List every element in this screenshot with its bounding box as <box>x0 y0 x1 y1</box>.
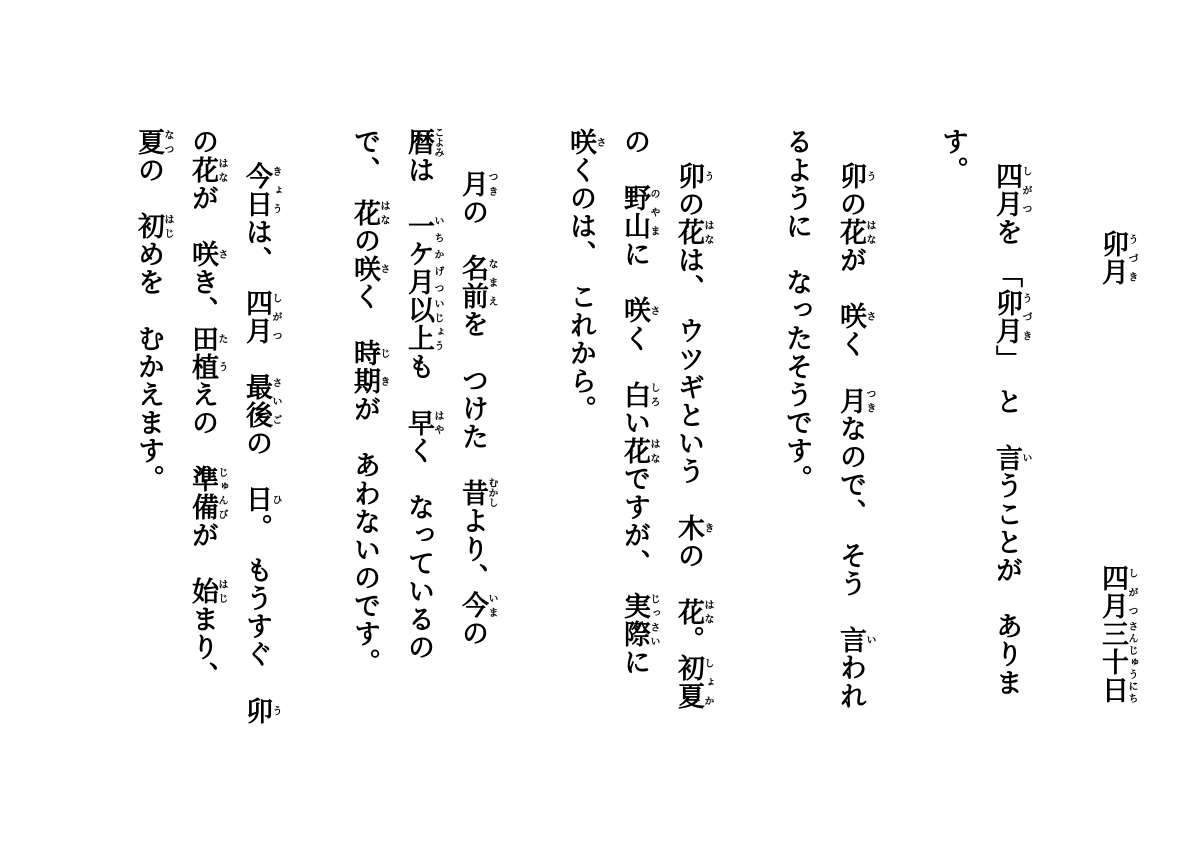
text-run: ですが、 <box>619 464 650 592</box>
text-run: 「 <box>991 274 1022 289</box>
text-run: は <box>403 156 434 213</box>
furigana: のやま <box>648 184 659 241</box>
text-run: の <box>349 226 380 255</box>
text-run: を つけた <box>457 310 488 479</box>
text-run: 卯 <box>673 161 704 191</box>
text-run: 四月 <box>991 161 1022 219</box>
ruby-word <box>133 212 173 241</box>
text-run: 。 <box>673 625 704 654</box>
text-run: 花 <box>673 218 704 247</box>
furigana: さ <box>648 296 659 325</box>
text-run: 時期 <box>349 339 380 396</box>
ruby-word <box>241 696 281 725</box>
ruby-word <box>349 254 389 283</box>
date-month <box>1097 563 1137 621</box>
text-run: で、 <box>349 127 380 199</box>
date-month-ruby: しがつ <box>1126 563 1137 621</box>
furigana: さ <box>216 240 227 269</box>
text-run: くのは、 これから。 <box>565 156 596 424</box>
text-run: の <box>133 156 164 213</box>
text-run: 咲 <box>565 127 596 157</box>
text-run: は、 <box>241 218 272 289</box>
text-run: が あわないのです。 <box>349 395 380 677</box>
text-run: 昔 <box>457 477 488 508</box>
text-run: 咲 <box>187 240 218 269</box>
furigana: う <box>702 161 713 191</box>
text-run: の <box>673 541 704 598</box>
text-run: 花 <box>835 218 866 247</box>
title-text: 卯月 <box>1097 229 1128 287</box>
furigana: つき <box>486 169 497 198</box>
text-run: 咲 <box>619 296 650 325</box>
text-run: 言 <box>835 625 866 654</box>
text-run: が <box>187 184 218 241</box>
text-run: るように なったそうです。 <box>781 127 812 493</box>
furigana: しろ <box>648 380 659 409</box>
text-run: 野山 <box>619 184 650 241</box>
ruby-word <box>565 127 605 157</box>
text-run: 四月 <box>241 288 272 346</box>
furigana: なつ <box>162 127 173 156</box>
furigana: しがつ <box>270 288 281 346</box>
furigana: いじょう <box>432 296 443 353</box>
furigana: むかし <box>486 477 497 508</box>
ruby-word <box>991 288 1031 346</box>
ruby-word <box>133 127 173 157</box>
text-run: 暦 <box>403 126 434 157</box>
furigana: はじ <box>162 212 173 241</box>
text-run: 」 と <box>991 345 1022 444</box>
text-run: 最後 <box>241 373 272 430</box>
text-run: く <box>619 324 650 381</box>
date <box>1072 522 1164 704</box>
furigana: う <box>270 696 281 725</box>
text-run: われ <box>835 653 866 711</box>
furigana: い <box>864 625 875 654</box>
furigana: しがつ <box>1020 161 1031 219</box>
text-run: 花 <box>619 436 650 465</box>
text-run: 卯 <box>835 161 866 191</box>
text-run: い <box>619 408 650 437</box>
ruby-word <box>835 386 875 415</box>
date-day-ruby: さんじゅうにち <box>1126 620 1137 705</box>
text-run: 花 <box>673 597 704 626</box>
furigana: う <box>864 161 875 191</box>
text-run: 実際 <box>619 591 650 649</box>
text-run: 早 <box>403 408 434 437</box>
text-run: より、 <box>457 506 488 592</box>
text-run: に <box>619 240 650 297</box>
paragraph-4-line-3 <box>108 86 200 493</box>
text-run: が <box>187 521 218 578</box>
furigana: はな <box>702 597 713 626</box>
text-run: す。 <box>937 127 968 185</box>
text-run: 月 <box>835 386 866 415</box>
text-run: の <box>457 619 488 648</box>
ruby-word <box>187 577 227 606</box>
furigana: うづき <box>1020 288 1031 346</box>
text-run: 花 <box>349 198 380 227</box>
furigana: き <box>702 513 713 542</box>
text-run: き、 <box>187 268 218 325</box>
ruby-word <box>835 302 875 331</box>
furigana: しょか <box>702 653 713 711</box>
paragraph-1-line-2 <box>912 86 993 184</box>
furigana: はな <box>378 198 389 227</box>
text-run: 田植 <box>187 324 218 381</box>
text-run: 。 もうすぐ <box>241 513 272 697</box>
furigana: つき <box>864 386 875 415</box>
paragraph-2-line-3 <box>540 86 632 423</box>
text-run: 言 <box>991 443 1022 472</box>
date-day-text: 三十日 <box>1097 620 1128 705</box>
text-run: の <box>187 127 218 157</box>
text-run: 準備 <box>187 464 218 522</box>
furigana: こよみ <box>432 126 443 157</box>
ruby-word <box>991 443 1031 472</box>
ruby-word <box>619 436 659 465</box>
furigana: ひ <box>270 485 281 514</box>
text-run: の <box>619 127 650 185</box>
furigana: じっさい <box>648 591 659 649</box>
text-run: うことが ありま <box>991 471 1022 697</box>
text-run: 以上 <box>403 296 434 353</box>
ruby-word <box>619 591 659 649</box>
text-run: く <box>349 282 380 340</box>
ruby-word <box>835 161 875 191</box>
text-run: めを むかえます。 <box>133 240 164 494</box>
furigana: はな <box>216 156 227 185</box>
ruby-word <box>349 198 389 227</box>
ruby-word <box>991 161 1031 219</box>
furigana: はな <box>864 218 875 247</box>
text-run: も <box>403 352 434 409</box>
paragraph-1-line-4 <box>756 86 837 493</box>
furigana: いま <box>486 591 497 620</box>
furigana: はな <box>702 218 713 247</box>
furigana: じき <box>378 339 389 396</box>
text-run: の <box>241 429 272 486</box>
text-run: を <box>991 218 1022 275</box>
text-run: 卯月 <box>991 288 1022 346</box>
text-run: 始 <box>187 577 218 606</box>
title-ruby: うづき <box>1126 229 1137 287</box>
text-run: 咲 <box>835 302 866 331</box>
text-run: 今 <box>457 591 488 620</box>
furigana: たう <box>216 324 227 381</box>
text-run: 名前 <box>457 254 488 311</box>
text-run: 今日 <box>241 161 272 219</box>
furigana: はじ <box>216 577 227 606</box>
text-run: 木 <box>673 513 704 542</box>
text-run: 月 <box>457 169 488 199</box>
text-run: は、 ウツギという <box>673 246 704 514</box>
text-run: 初夏 <box>673 653 704 711</box>
ruby-word <box>835 625 875 654</box>
furigana: い <box>1020 443 1031 472</box>
text-run: 卯 <box>241 696 272 725</box>
text-run: が <box>835 246 866 303</box>
title-word <box>1097 229 1137 287</box>
furigana: さいご <box>270 373 281 430</box>
text-run: 白 <box>619 380 650 409</box>
text-run: く なっているの <box>403 436 434 662</box>
text-run: に <box>619 648 650 677</box>
text-run: 日 <box>241 485 272 514</box>
furigana: さ <box>378 254 389 283</box>
furigana: きょう <box>270 161 281 219</box>
furigana: なまえ <box>486 254 497 311</box>
date-day <box>1097 620 1137 705</box>
paragraph-1-line-1 <box>966 120 1058 697</box>
furigana: さ <box>594 127 605 157</box>
text-run: 一ケ月 <box>403 212 434 297</box>
text-run: 花 <box>187 156 218 185</box>
furigana: はや <box>432 408 443 437</box>
text-run: の <box>835 190 866 219</box>
text-run: なので、 そう <box>835 414 866 626</box>
furigana: さ <box>864 302 875 331</box>
ruby-word <box>835 218 875 247</box>
paragraph-3-line-3 <box>324 86 416 676</box>
text-run: えの <box>187 380 218 465</box>
ruby-word <box>349 339 389 396</box>
text-run: まり、 <box>187 605 218 690</box>
text-run: 咲 <box>349 254 380 283</box>
text-run: の <box>457 198 488 255</box>
page-title <box>1072 188 1164 286</box>
text-run: く <box>835 330 866 387</box>
date-month-text: 四月 <box>1097 563 1128 621</box>
text-run: 初 <box>133 212 164 241</box>
text-run: 夏 <box>133 127 164 157</box>
text-run: の <box>673 190 704 219</box>
furigana: いちかげつ <box>432 212 443 297</box>
furigana: はな <box>648 436 659 465</box>
furigana: じゅんび <box>216 464 227 522</box>
